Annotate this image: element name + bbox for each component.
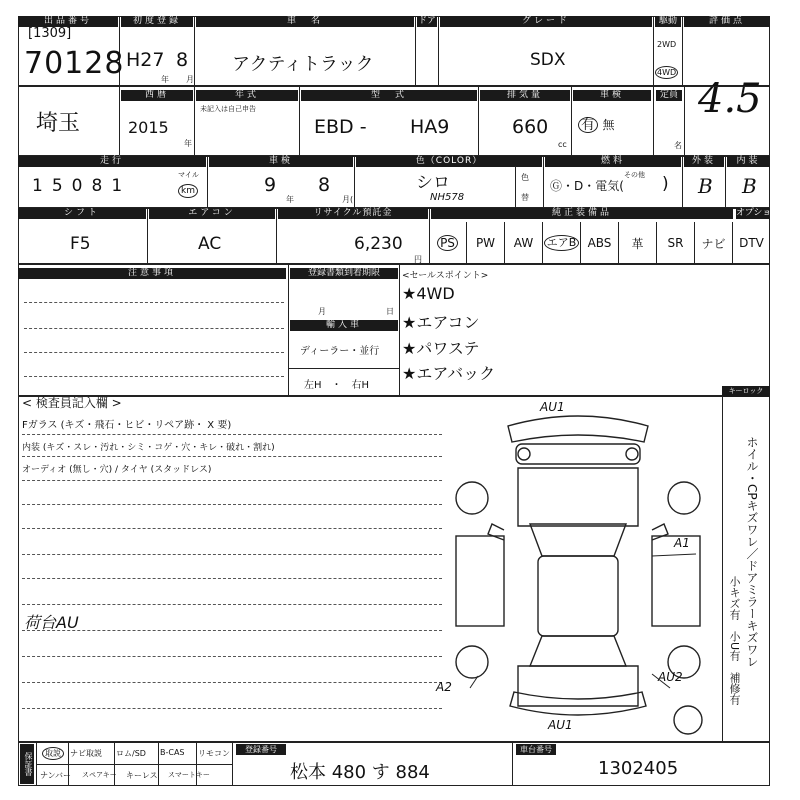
mileage-digit: 1	[32, 176, 52, 196]
model-year-header: 年式	[196, 90, 298, 101]
cabin-roof	[538, 556, 618, 636]
model-prefix: EBD -	[314, 116, 367, 138]
windshield	[530, 524, 626, 556]
car-name: アクティトラック	[232, 54, 374, 75]
lot-header: 出品番号	[18, 16, 118, 27]
shaken-year-unit: 年	[286, 195, 294, 204]
fuel-other: その他	[624, 171, 645, 179]
color-change-label: 替	[521, 193, 529, 202]
first-reg-header: 初度登録	[121, 16, 193, 27]
month-unit: 月	[186, 75, 194, 84]
front-grille	[516, 444, 640, 464]
spare-mark	[674, 706, 702, 734]
bottom-label: ロム/SD	[116, 749, 146, 758]
recycle-value: 6,230	[354, 234, 403, 254]
inspector-handwritten: 荷台AU	[24, 613, 79, 632]
model-header: 型 式	[301, 90, 477, 101]
lot-code: [1309]	[28, 26, 72, 41]
first-reg-era: H27	[126, 49, 165, 71]
color-header: 色（COLOR）	[356, 156, 542, 167]
shaken-month: 8	[318, 174, 331, 196]
fuel-options: Ⓖ・D・電気(	[550, 179, 624, 193]
damage-mark-side: A1	[674, 536, 690, 550]
shift-value: F5	[70, 234, 91, 254]
chassis-header: 車台番号	[516, 744, 556, 755]
wheel-front-right	[668, 482, 700, 514]
damage-mark-rear-right: AU2	[658, 670, 683, 684]
fuel-header: 燃料	[545, 156, 681, 167]
auction-sheet	[18, 16, 781, 786]
mileage-mile: マイル	[178, 171, 199, 179]
displacement-header: 排気量	[480, 90, 570, 101]
import-header: 輸入車	[290, 320, 398, 331]
shaken-year: 9	[264, 174, 277, 196]
displacement-value: 660	[512, 116, 549, 138]
year-value: 2015	[128, 118, 169, 137]
recycle-header: リサイクル預託金	[278, 208, 428, 219]
inspection-no: 無	[602, 118, 615, 132]
grade: SDX	[530, 50, 566, 70]
year-header: 西暦	[121, 90, 193, 101]
mileage-digit: 0	[71, 176, 92, 196]
sales-point-item: ★エアコン	[402, 313, 480, 332]
doc-day: 日	[386, 307, 394, 316]
first-reg-month: 8	[176, 49, 189, 71]
capacity-header: 定員	[656, 90, 682, 101]
front-bumper	[508, 416, 648, 442]
equipment-sr: SR	[657, 222, 695, 264]
mileage-header: 走行	[18, 156, 206, 167]
rear-window	[530, 636, 626, 666]
drive-header: 駆動	[655, 16, 681, 27]
fuel-close: )	[662, 174, 669, 194]
equipment-pw: PW	[467, 222, 505, 264]
shaken-header: 車検	[209, 156, 353, 167]
aircon-value: AC	[198, 234, 222, 254]
wheel-front-left	[456, 482, 488, 514]
bottom-label: リモコン	[198, 749, 230, 758]
exterior-score: B	[698, 174, 713, 198]
chassis-number: 1302405	[598, 758, 679, 779]
year-value-unit: 年	[184, 139, 192, 148]
notes-header: 注意事項	[18, 268, 286, 279]
dealer-parallel: ディーラー・並行	[300, 346, 380, 357]
rear-bumper	[510, 692, 646, 715]
damage-mark-rear-left: A2	[436, 680, 452, 694]
inspector-line: Fガラス (キズ・飛石・ヒビ・リペア跡・ X 要)	[22, 420, 232, 431]
score-value: 4.5	[698, 76, 762, 122]
damage-mark-rear: AU1	[548, 718, 573, 732]
damage-mark-front: AU1	[540, 400, 565, 414]
mileage-digit: 8	[91, 176, 112, 196]
equipment-airbag: エアB	[544, 235, 580, 251]
inspection-header: 車検	[573, 90, 651, 101]
inspector-line: オーディオ (無し・穴) / タイヤ (スタッドレス)	[22, 465, 212, 475]
car-name-header: 車 名	[196, 16, 414, 27]
inspector-line: 内装 (キズ・スレ・汚れ・シミ・コゲ・穴・キレ・破れ・割れ)	[22, 443, 275, 453]
interior-score: B	[742, 174, 757, 198]
interior-header: 内装	[727, 156, 770, 167]
doc-month: 月	[318, 307, 326, 316]
capacity-unit: 名	[674, 141, 682, 150]
score-header: 評価点	[684, 16, 770, 27]
equipment-aw: AW	[505, 222, 543, 264]
keys-header: キーロック	[722, 386, 770, 397]
manual-mark: 取説	[42, 747, 64, 760]
sales-point-item: ★4WD	[402, 284, 455, 303]
drive-4wd: 4WD	[657, 68, 677, 77]
equipment-abs: ABS	[581, 222, 619, 264]
mileage-digit: 5	[51, 176, 72, 196]
left-door	[456, 536, 504, 626]
inspector-title: < 検査員記入欄 >	[22, 396, 122, 410]
lot-number: 70128	[24, 46, 125, 81]
car-diagram	[438, 406, 718, 736]
doc-status-header: 登録書類到着期限	[290, 268, 398, 279]
equipment-ps: PS	[437, 235, 458, 251]
year-unit: 年	[161, 75, 169, 84]
steering-side: 左H ・ 右H	[304, 380, 370, 391]
sales-points-title: <セールスポイント>	[402, 271, 489, 281]
grade-header: グレード	[440, 16, 652, 27]
sales-point-item: ★エアバック	[402, 364, 496, 383]
equipment-dtv: DTV	[739, 236, 764, 250]
equipment-navi: ナビ	[695, 222, 733, 264]
options-header: オプション	[736, 208, 781, 218]
wheel-rear-left	[456, 646, 488, 678]
bottom-label: ナンバー	[40, 771, 72, 780]
color-name: シロ	[416, 173, 450, 193]
vertical-note-sub: 小キズ有 小U有 補修有	[728, 576, 741, 706]
door-header: ドア	[418, 16, 436, 26]
truck-bed	[518, 666, 638, 706]
aircon-header: エアコン	[149, 208, 275, 219]
bottom-label: キーレス	[126, 771, 158, 780]
model-code: HA9	[410, 116, 450, 138]
color-code: NH578	[430, 192, 465, 203]
mileage-km: km	[178, 184, 198, 198]
drive-2wd: 2WD	[657, 40, 677, 49]
bottom-label: スマートキー	[168, 771, 210, 779]
displacement-unit: cc	[558, 140, 567, 149]
shaken-month-unit: 月(	[342, 195, 354, 204]
shift-header: シフト	[18, 208, 146, 219]
plate-number: 松本 480 す 884	[290, 762, 430, 783]
bottom-label: スペアキー	[82, 771, 117, 779]
color-label: 色	[521, 173, 529, 182]
plate-header: 登録番号	[236, 744, 286, 755]
recycle-unit: 円	[414, 255, 422, 264]
bottom-label: ナビ取説	[70, 749, 102, 758]
mileage-digits	[32, 176, 131, 196]
warranty-label: 保証書	[20, 744, 34, 784]
model-year-note: 未記入は自己申告	[200, 105, 256, 113]
sales-point-item: ★パワステ	[402, 339, 480, 358]
region: 埼玉	[36, 111, 81, 136]
equipment-list	[429, 222, 770, 264]
bottom-label: B-CAS	[160, 748, 185, 757]
exterior-header: 外装	[684, 156, 724, 167]
mileage-digit: 1	[111, 176, 132, 196]
equipment-header: 純正装備品	[431, 208, 733, 219]
equipment-leather: 革	[619, 222, 657, 264]
inspection-yes: 有	[578, 117, 598, 133]
vertical-note-main: ホイル・CPキズワレ／ドアミラーキズワレ	[745, 436, 759, 668]
